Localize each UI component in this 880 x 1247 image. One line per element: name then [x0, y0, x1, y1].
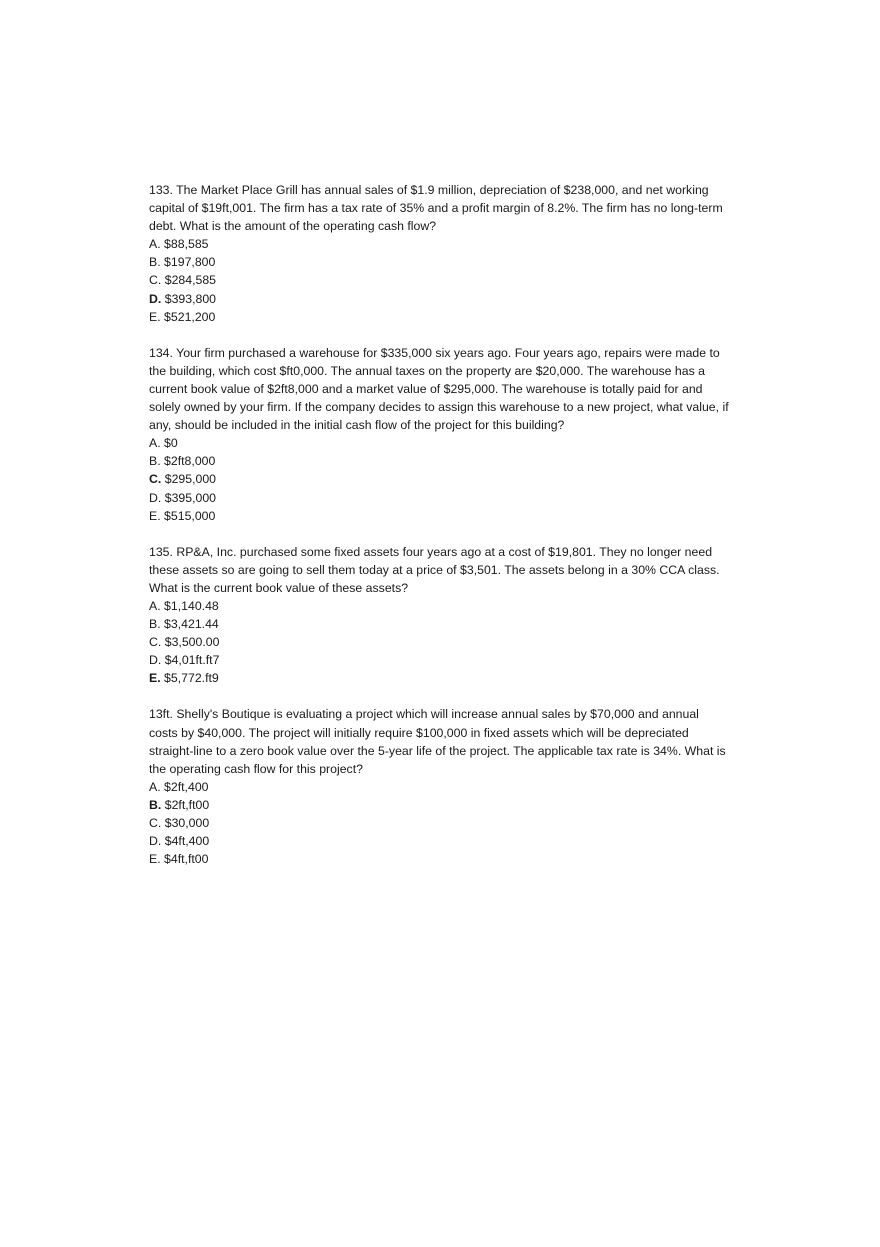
option-value: $3,421.44 — [164, 617, 219, 632]
document-page — [149, 181, 731, 886]
answer-option-c — [149, 814, 731, 832]
answer-option-b — [149, 452, 731, 470]
question-text: 134. Your firm purchased a warehouse for $335,000 six years ago. Four years ago, repairs were made to the building, which cost $ft0,000. The annual taxes on the property are $20,000. The warehouse has a current book value of $2ft8,000 and a market value of $295,000. The warehouse is totally paid for and solely owned by your firm. If the company decides to assign this warehouse to a new project, what value, if any, should be included in the initial cash flow of the project for this building? — [149, 345, 729, 433]
option-value: $393,800 — [164, 291, 217, 306]
option-letter: A. — [149, 598, 161, 613]
option-letter: C. — [149, 472, 162, 487]
option-value: $2ft,ft00 — [164, 797, 210, 812]
option-letter: E. — [149, 309, 161, 324]
option-letter: D. — [149, 834, 162, 849]
answer-options — [149, 597, 731, 687]
question-text: 13ft. Shelly's Boutique is evaluating a project which will increase annual sales by $70,000 and annual costs by $40,000. The project will initially require $100,000 in fixed assets which will be depreciated straight-line to a zero book value over the 5-year life of the project. The applicable tax rate is 34%. What is the operating cash flow for this project? — [149, 707, 726, 776]
option-value: $521,200 — [164, 309, 216, 324]
answer-option-a — [149, 597, 731, 615]
option-letter: D. — [149, 291, 162, 306]
option-letter: A. — [149, 436, 161, 451]
answer-option-b — [149, 253, 731, 271]
option-value: $295,000 — [164, 472, 217, 487]
option-letter: E. — [149, 508, 161, 523]
option-letter: E. — [149, 852, 161, 867]
option-value: $4ft,ft00 — [164, 852, 209, 867]
option-letter: C. — [149, 635, 162, 650]
option-letter: D. — [149, 653, 162, 668]
answer-option-a — [149, 434, 731, 452]
answer-option-e — [149, 669, 731, 687]
question-133 — [149, 181, 731, 326]
answer-option-c — [149, 470, 731, 488]
question-text: 135. RP&A, Inc. purchased some fixed assets four years ago at a cost of $19,801. They no longer need these assets so are going to sell them today at a price of $3,501. The assets belong in a 30% CCA class. What is the current book value of these assets? — [149, 544, 720, 595]
answer-options — [149, 235, 731, 325]
option-letter: B. — [149, 454, 161, 469]
option-value: $284,585 — [164, 273, 217, 288]
option-letter: C. — [149, 273, 162, 288]
answer-option-d — [149, 651, 731, 669]
option-value: $4ft,400 — [164, 834, 210, 849]
answer-options — [149, 778, 731, 868]
answer-option-d — [149, 290, 731, 308]
question-136 — [149, 705, 731, 868]
option-value: $2ft,400 — [164, 779, 209, 794]
option-letter: C. — [149, 816, 162, 830]
option-letter: B. — [149, 617, 161, 632]
question-134 — [149, 344, 731, 525]
answer-option-b — [149, 615, 731, 633]
option-value: $395,000 — [164, 490, 217, 505]
option-value: $88,585 — [164, 237, 209, 252]
answer-option-b — [149, 796, 731, 814]
option-value: $4,01ft.ft7 — [164, 653, 220, 668]
option-value: $0 — [164, 436, 178, 451]
option-value: $1,140.48 — [164, 598, 219, 613]
option-value: $2ft8,000 — [164, 454, 216, 469]
answer-option-e — [149, 850, 731, 868]
answer-options — [149, 434, 731, 524]
option-letter: E. — [149, 671, 161, 686]
option-value: $3,500.00 — [164, 635, 220, 650]
option-letter: A. — [149, 779, 161, 794]
answer-option-c — [149, 271, 731, 289]
answer-option-d — [149, 832, 731, 850]
answer-option-c — [149, 633, 731, 651]
option-letter: B. — [149, 797, 162, 812]
answer-option-e — [149, 507, 731, 525]
question-135 — [149, 543, 731, 688]
option-letter: B. — [149, 255, 161, 270]
option-letter: A. — [149, 237, 161, 252]
answer-option-a — [149, 235, 731, 253]
question-text: 133. The Market Place Grill has annual sales of $1.9 million, depreciation of $238,000, and net working capital of $19ft,001. The firm has a tax rate of 35% and a profit margin of 8.2%. The firm has no long-term debt. What is the amount of the operating cash flow? — [149, 183, 723, 234]
answer-option-a — [149, 778, 731, 796]
option-value: $515,000 — [164, 508, 216, 523]
option-value: $30,000 — [164, 816, 210, 830]
option-value: $197,800 — [164, 255, 216, 270]
option-value: $5,772.ft9 — [164, 671, 219, 686]
answer-option-d — [149, 489, 731, 507]
answer-option-e — [149, 308, 731, 326]
option-letter: D. — [149, 490, 162, 505]
